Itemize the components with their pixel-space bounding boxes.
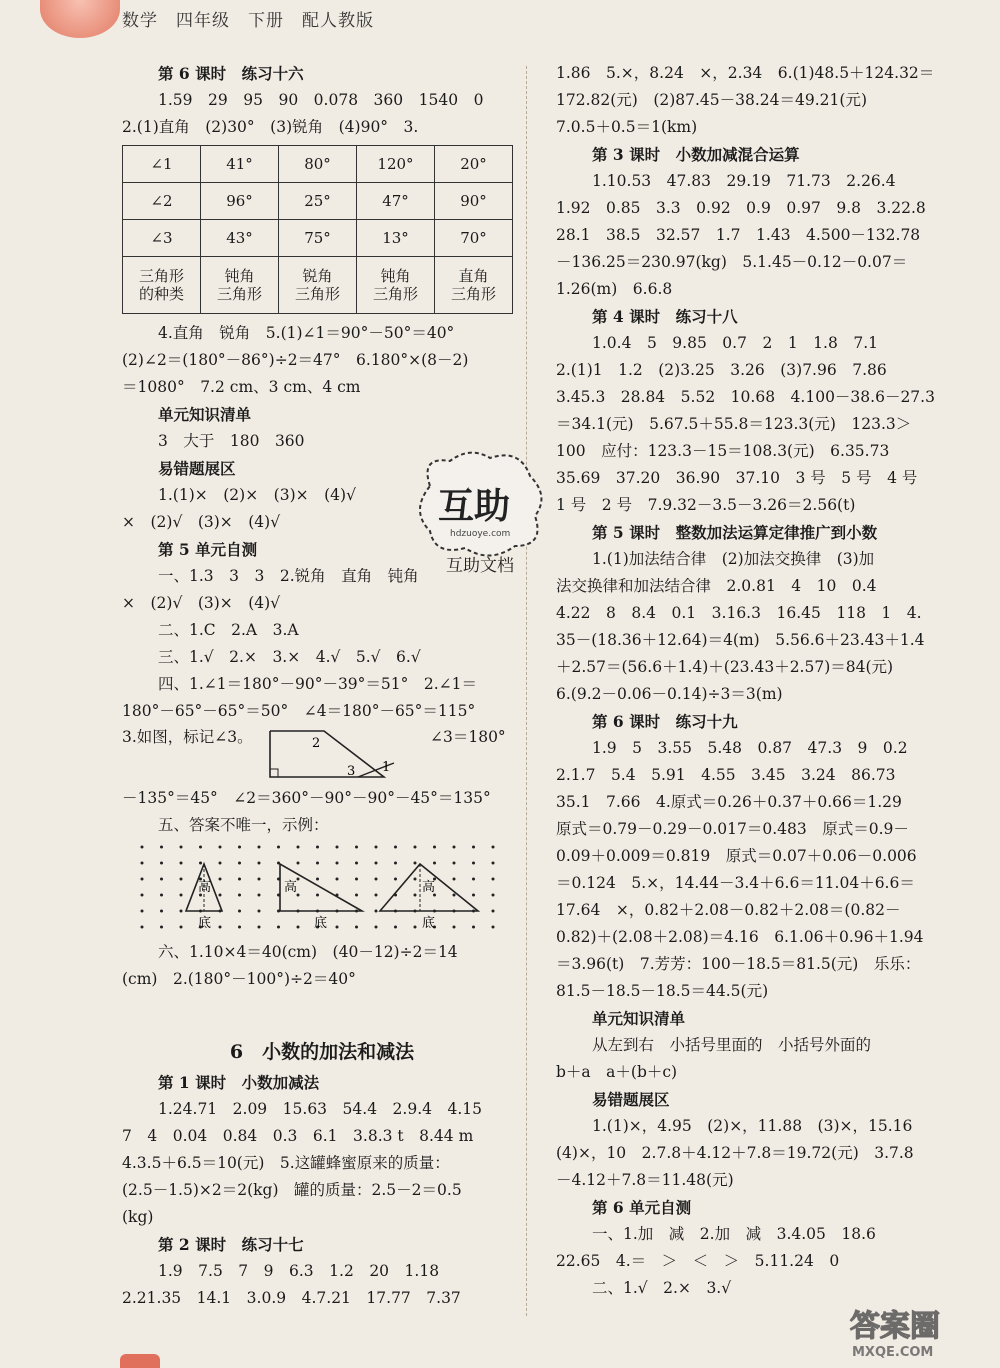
left2-line: 180°－65°－65°＝50° ∠4＝180°－65°＝115°	[122, 702, 476, 720]
grid-dot	[375, 926, 378, 929]
left-line: 2.(1)直角 (2)30° (3)锐角 (4)90° 3.	[122, 118, 419, 136]
table-cell: 43°	[201, 220, 279, 257]
table-cell: 90°	[435, 183, 513, 220]
grid-dot	[180, 910, 183, 913]
grid-dot	[180, 878, 183, 881]
grid-dot	[297, 862, 300, 865]
grid-dot	[141, 878, 144, 881]
grid-dot	[414, 862, 417, 865]
grid-dot	[453, 862, 456, 865]
left-line: 1.59 29 95 90 0.078 360 1540 0	[158, 91, 484, 109]
right-line: 35－(18.36＋12.64)＝4(m) 5.56.6＋23.43＋1.4	[556, 631, 925, 649]
right-block	[556, 60, 976, 1302]
stamp-sub: MXQE.COM	[852, 1345, 934, 1360]
watermark-main: 互助	[438, 485, 511, 527]
right-line: 1.9 5 3.55 5.48 0.87 47.3 9 0.2	[592, 739, 908, 757]
table-cell: ∠2	[123, 183, 201, 220]
left5-line: 1.9 7.5 7 9 6.3 1.2 20 1.18	[158, 1262, 440, 1280]
grid-dot	[336, 846, 339, 849]
right-line: (4)×，10 2.7.8＋4.12＋7.8＝19.72(元) 3.7.8	[556, 1144, 914, 1162]
left2-line: × (2)√ (3)× (4)√	[122, 594, 281, 612]
right-line: 单元知识清单	[592, 1009, 686, 1028]
left5-line: 1.24.71 2.09 15.63 54.4 2.9.4 4.15	[158, 1100, 483, 1118]
grid-dot	[355, 878, 358, 881]
grid-dot	[258, 926, 261, 929]
table-cell: 96°	[201, 183, 279, 220]
table-cell: 20°	[435, 146, 513, 183]
left5-line: 第 2 课时 练习十七	[158, 1235, 304, 1254]
right-line: 28.1 38.5 32.57 1.7 1.43 4.500－132.78	[556, 226, 921, 244]
right-column	[556, 60, 976, 1302]
table-cell: 三角形 的种类	[123, 257, 201, 314]
tri1-base-label: 底	[198, 916, 212, 931]
grid-dot	[160, 862, 163, 865]
section-6-title: 6 小数的加法和减法	[229, 1041, 415, 1063]
left5-line: 2.21.35 14.1 3.0.9 4.7.21 17.77 7.37	[122, 1289, 461, 1307]
table-row	[123, 220, 513, 257]
right-line: ＝3.96(t) 7.芳芳：100－18.5＝81.5(元) 乐乐：	[556, 955, 921, 973]
tri2-height-label: 高	[284, 880, 298, 895]
grid-dot	[316, 846, 319, 849]
table-row	[123, 183, 513, 220]
grid-dot	[492, 894, 495, 897]
grid-dot	[472, 846, 475, 849]
grid-dot	[199, 862, 202, 865]
table-cell: 钝角 三角形	[201, 257, 279, 314]
trapezoid-diagram	[262, 727, 402, 783]
grid-dot	[355, 862, 358, 865]
tri3-base-label: 底	[422, 916, 436, 931]
grid-dot	[180, 846, 183, 849]
grid-dot	[238, 894, 241, 897]
grid-dot	[141, 910, 144, 913]
grid-dot	[433, 846, 436, 849]
table-row	[123, 146, 513, 183]
angle-3-label: 3	[347, 764, 356, 779]
table-cell: 120°	[357, 146, 435, 183]
grid-dot	[141, 926, 144, 929]
table-cell: 80°	[279, 146, 357, 183]
left2-line: 单元知识清单	[158, 405, 252, 424]
right-line: 法交换律和加法结合律 2.0.81 4 10 0.4	[556, 577, 877, 595]
grid-dot	[394, 846, 397, 849]
right-line: 35.69 37.20 36.90 37.10 3 号 5 号 4 号	[556, 469, 918, 487]
table-cell: 41°	[201, 146, 279, 183]
table-cell: 25°	[279, 183, 357, 220]
header-title: 数学 四年级 下册 配人教版	[122, 11, 374, 31]
grid-dot	[394, 862, 397, 865]
left2-line: 易错题展区	[158, 459, 236, 478]
watermark-caption: 互助文档	[446, 556, 514, 576]
grid-dot	[199, 846, 202, 849]
right-line: 1.(1)×，4.95 (2)×，11.88 (3)×，15.16	[592, 1117, 913, 1135]
grid-dot	[160, 846, 163, 849]
grid-dot	[180, 926, 183, 929]
right-line: 一、1.加 减 2.加 减 3.4.05 18.6	[592, 1225, 876, 1243]
right-line: 1.86 5.×，8.24 ×，2.34 6.(1)48.5＋124.32＝	[556, 64, 935, 82]
grid-dot	[414, 846, 417, 849]
left3-line: 五、答案不唯一，示例：	[158, 816, 329, 834]
grid-dot	[355, 926, 358, 929]
left-line: 第 6 课时 练习十六	[158, 64, 304, 83]
grid-dot	[219, 878, 222, 881]
right-line: 2.1.7 5.4 5.91 4.55 3.45 3.24 86.73	[556, 766, 896, 784]
right-line: ＋2.57＝(56.6＋1.4)＋(23.43＋2.57)＝84(元)	[556, 658, 894, 676]
left2-line: 二、1.C 2.A 3.A	[158, 621, 299, 639]
corner-stamp	[840, 1300, 990, 1360]
table-cell: 75°	[279, 220, 357, 257]
tri2-base-label: 底	[314, 916, 328, 931]
right-line: 4.22 8 8.4 0.1 3.16.3 16.45 118 1 4.	[556, 604, 922, 622]
left2-line: 第 5 单元自测	[158, 540, 258, 559]
grid-dot	[316, 862, 319, 865]
right-line: 100 应付：123.3－15＝108.3(元) 6.35.73	[556, 442, 890, 460]
right-line: －4.12＋7.8＝11.48(元)	[556, 1171, 734, 1189]
right-line: 1.0.4 5 9.85 0.7 2 1 1.8 7.1	[592, 334, 878, 352]
right-line: 172.82(元) (2)87.45－38.24＝49.21(元)	[556, 91, 867, 109]
grid-dot	[492, 878, 495, 881]
table-cell: 钝角 三角形	[357, 257, 435, 314]
grid-dot	[375, 894, 378, 897]
right-line: 81.5－18.5－18.5＝44.5(元)	[556, 982, 769, 1000]
angle-1-label: 1	[382, 760, 391, 775]
grid-dot	[394, 878, 397, 881]
left2-line: 四、1.∠1＝180°－90°－39°＝51° 2.∠1＝	[158, 675, 478, 693]
grid-dot	[180, 862, 183, 865]
grid-dot	[375, 862, 378, 865]
grid-dot	[472, 894, 475, 897]
grid-dot	[394, 926, 397, 929]
right-line: 1.92 0.85 3.3 0.92 0.9 0.97 9.8 3.22.8	[556, 199, 926, 217]
right-line: 22.65 4.＝ ＞ ＜ ＞ 5.11.24 0	[556, 1252, 840, 1270]
left2-line: 1.(1)× (2)× (3)× (4)√	[158, 486, 356, 504]
grid-dot	[316, 894, 319, 897]
table-cell: 直角 三角形	[435, 257, 513, 314]
right-line: 2.(1)1 1.2 (2)3.25 3.26 (3)7.96 7.86	[556, 361, 887, 379]
grid-dot	[472, 862, 475, 865]
right-line: ＝34.1(元) 5.67.5＋55.8＝123.3(元) 123.3＞	[556, 415, 912, 433]
left2-line: 一、1.3 3 3 2.锐角 直角 钝角	[158, 567, 419, 585]
grid-dot	[219, 846, 222, 849]
right-line: 1.10.53 47.83 29.19 71.73 2.26.4	[592, 172, 896, 190]
grid-dot	[258, 846, 261, 849]
angle-2-label: 2	[312, 736, 321, 751]
left2-line: 三、1.√ 2.× 3.× 4.√ 5.√ 6.√	[158, 648, 421, 666]
right-line: 从左到右 小括号里面的 小括号外面的	[592, 1036, 872, 1054]
tri3-height-label: 高	[422, 880, 436, 895]
right-line: －136.25＝230.97(kg) 5.1.45－0.12－0.07＝	[556, 253, 908, 271]
grid-dot	[141, 846, 144, 849]
left2-line: 4.直角 锐角 5.(1)∠1＝90°－50°＝40°	[158, 324, 455, 342]
grid-dot	[277, 846, 280, 849]
right-line: 易错题展区	[592, 1090, 670, 1109]
grid-dot	[316, 878, 319, 881]
grid-dot	[492, 862, 495, 865]
left5-line: (kg)	[122, 1208, 154, 1226]
left2-line: × (2)√ (3)× (4)√	[122, 513, 281, 531]
right-line: 第 5 课时 整数加法运算定律推广到小数	[592, 523, 878, 542]
grid-dot	[238, 910, 241, 913]
grid-dot	[297, 846, 300, 849]
grid-dot	[141, 894, 144, 897]
right-line: 1.26(m) 6.6.8	[556, 280, 673, 298]
grid-dot	[414, 926, 417, 929]
grid-dot	[219, 926, 222, 929]
grid-dot	[453, 926, 456, 929]
left-block-1	[122, 60, 522, 141]
fig1-label: 3.如图，标记∠3。	[122, 728, 253, 746]
page-header	[0, 0, 1000, 40]
grid-dot	[160, 910, 163, 913]
grid-dot	[141, 862, 144, 865]
left-block-3	[122, 785, 522, 839]
left5-line: 7 4 0.04 0.84 0.3 6.1 3.8.3 t 8.44 m	[122, 1127, 474, 1145]
grid-dot	[433, 862, 436, 865]
table-cell: 47°	[357, 183, 435, 220]
trapezoid-figure	[122, 725, 522, 785]
left4-line: (cm) 2.(180°－100°)÷2＝40°	[122, 970, 356, 988]
right-line: ＝0.124 5.×，14.44－3.4＋6.6＝11.04＋6.6＝	[556, 874, 915, 892]
left2-line: (2)∠2＝(180°－86°)÷2＝47° 6.180°×(8－2)	[122, 351, 469, 369]
grid-dot	[453, 846, 456, 849]
grid-dot	[355, 894, 358, 897]
table-cell: 锐角 三角形	[279, 257, 357, 314]
grid-dot	[258, 878, 261, 881]
grid-dot	[336, 878, 339, 881]
right-line: 1.(1)加法结合律 (2)加法交换律 (3)加	[592, 550, 875, 568]
table-cell: ∠3	[123, 220, 201, 257]
right-line: 0.09＋0.009＝0.819 原式＝0.07＋0.06－0.006	[556, 847, 917, 865]
left5-line: (2.5－1.5)×2＝2(kg) 罐的质量：2.5－2＝0.5	[122, 1181, 462, 1199]
column-divider	[526, 66, 527, 1316]
grid-dot	[277, 926, 280, 929]
footer-decoration	[120, 1354, 160, 1368]
grid-dot	[453, 894, 456, 897]
table-cell: ∠1	[123, 146, 201, 183]
grid-dot	[180, 894, 183, 897]
grid-dot	[238, 862, 241, 865]
left-block-4	[122, 939, 522, 993]
right-line: 0.82)＋(2.08＋2.08)＝4.16 6.1.06＋0.96＋1.94	[556, 928, 924, 946]
right-line: 二、1.√ 2.× 3.√	[592, 1279, 732, 1297]
grid-dot	[492, 910, 495, 913]
grid-dot	[160, 926, 163, 929]
watermark-sub: hdzuoye.com	[450, 529, 511, 539]
table-row	[123, 257, 513, 314]
left2-line: 3 大于 180 360	[158, 432, 305, 450]
grid-dot	[238, 878, 241, 881]
left-column	[122, 60, 522, 1312]
right-line: 原式＝0.79－0.29－0.017＝0.483 原式＝0.9－	[556, 820, 909, 838]
left5-line: 4.3.5＋6.5＝10(元) 5.这罐蜂蜜原来的质量：	[122, 1154, 450, 1172]
grid-dot	[238, 926, 241, 929]
right-line: 6.(9.2－0.06－0.14)÷3＝3(m)	[556, 685, 783, 703]
grid-dot	[160, 894, 163, 897]
left2-line: ＝1080° 7.2 cm、3 cm、4 cm	[122, 378, 361, 396]
grid-dot	[219, 894, 222, 897]
right-line: 1 号 2 号 7.9.32－3.5－3.26＝2.56(t)	[556, 496, 856, 514]
grid-dot	[414, 894, 417, 897]
grid-dot	[160, 878, 163, 881]
grid-dot	[492, 846, 495, 849]
grid-dot	[414, 878, 417, 881]
right-line: 第 3 课时 小数加减混合运算	[592, 145, 800, 164]
grid-dot	[375, 878, 378, 881]
left-block-5	[122, 1069, 522, 1312]
grid-dot	[355, 846, 358, 849]
grid-dot	[258, 894, 261, 897]
right-line: 17.64 ×，0.82＋2.08－0.82＋2.08＝(0.82－	[556, 901, 901, 919]
grid-dot	[258, 862, 261, 865]
left5-line: 第 1 课时 小数加减法	[158, 1073, 320, 1092]
left4-line: 六、1.10×4＝40(cm) (40－12)÷2＝14	[158, 943, 458, 961]
grid-dot	[492, 926, 495, 929]
left3-line: －135°＝45° ∠2＝360°－90°－90°－45°＝135°	[122, 789, 491, 807]
table-cell: 13°	[357, 220, 435, 257]
right-line: b＋a a＋(b＋c)	[556, 1063, 678, 1081]
grid-dot	[472, 926, 475, 929]
grid-dot	[238, 846, 241, 849]
dot-grid-figure	[122, 839, 522, 939]
grid-dot	[297, 926, 300, 929]
grid-dot	[336, 926, 339, 929]
grid-dot	[375, 846, 378, 849]
right-line: 第 4 课时 练习十八	[592, 307, 738, 326]
header-decoration	[40, 0, 120, 38]
right-line: 7.0.5＋0.5＝1(km)	[556, 118, 698, 136]
tri1-height-label: 高	[198, 880, 212, 895]
grid-dot	[375, 910, 378, 913]
right-line: 第 6 课时 练习十九	[592, 712, 738, 731]
right-line: 第 6 单元自测	[592, 1198, 692, 1217]
stamp-main: 答案圈	[850, 1309, 940, 1344]
right-line: 3.45.3 28.84 5.52 10.68 4.100－38.6－27.3	[556, 388, 935, 406]
watermark-logo	[410, 446, 550, 576]
dot-grid-svg	[122, 839, 522, 939]
grid-dot	[219, 862, 222, 865]
grid-dot	[453, 878, 456, 881]
triangle-table	[122, 145, 513, 314]
grid-dot	[472, 878, 475, 881]
grid-dot	[336, 862, 339, 865]
right-line: 35.1 7.66 4.原式＝0.26＋0.37＋0.66＝1.29	[556, 793, 902, 811]
grid-dot	[258, 910, 261, 913]
fig1-right-text: ∠3＝180°	[430, 728, 506, 746]
table-cell: 70°	[435, 220, 513, 257]
